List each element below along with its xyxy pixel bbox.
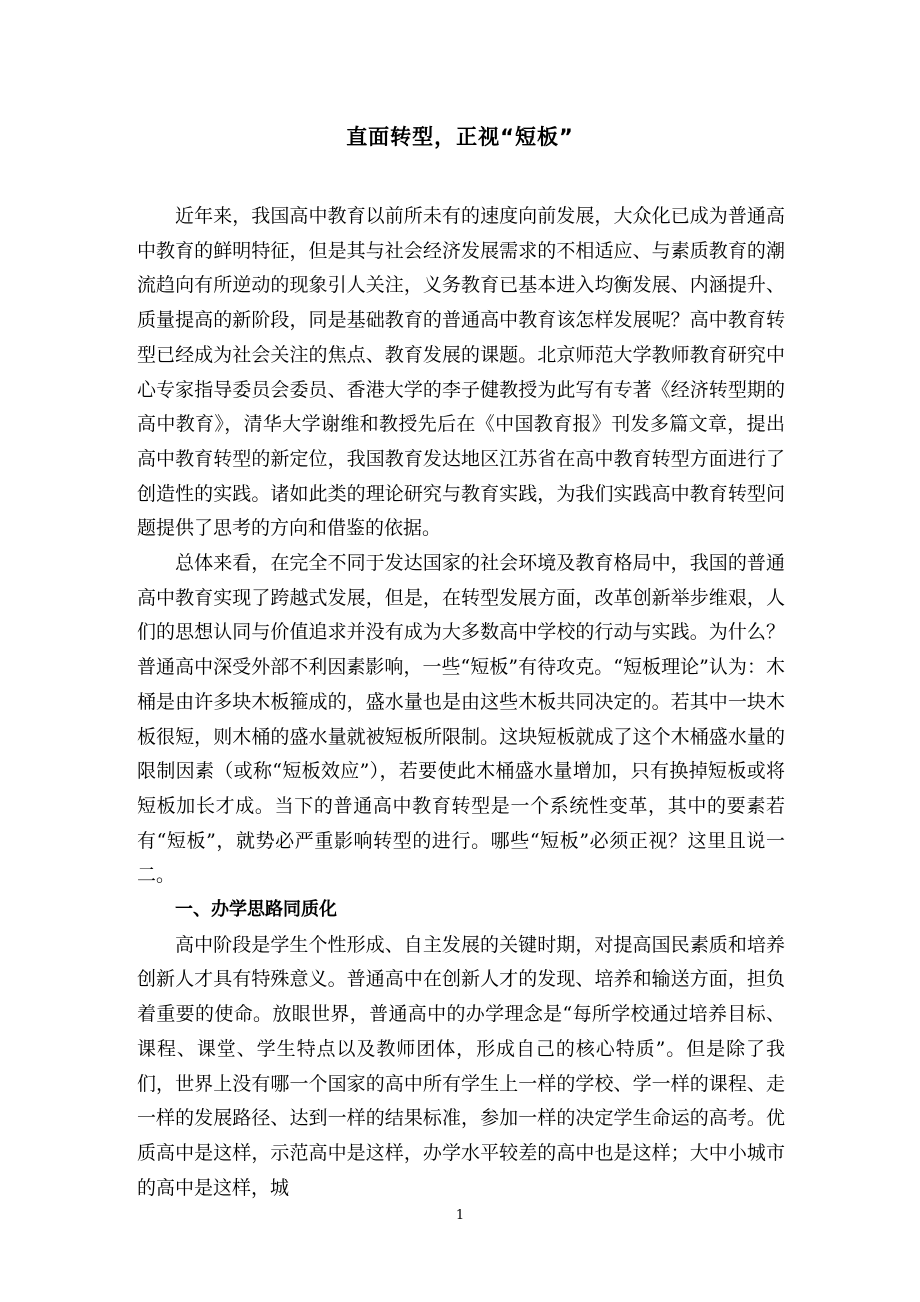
document-title: 直面转型，正视“短板” (346, 125, 574, 149)
section-heading-1: 一、办学思路同质化 (175, 899, 337, 921)
paragraph-section-1: 高中阶段是学生个性形成、自主发展的关键时期，对提高国民素质和培养创新人才具有特殊意义。普通高中在创新人才的发现、培养和输送方面，担负着重要的使命。放眼世界，普通高中的办学理念是“每所学校通过培养目标、课程、课堂、学生特点以及教师团体，形成自己的核心特质”。但是除了我们，世界上没有哪一个国家的高中所有学生上一样的学校、学一样的课程、走一样的发展路径、达到一样的结果标准，参加一样的决定学生命运的高考。优质高中是这样，示范高中是这样，办学水平较差的高中也是这样；大中小城市的高中是这样，城 (137, 933, 785, 1199)
document-body (137, 199, 785, 1205)
page-number: 1 (455, 1208, 465, 1223)
paragraph-overview: 总体来看，在完全不同于发达国家的社会环境及教育格局中，我国的普通高中教育实现了跨越式发展，但是，在转型发展方面，改革创新举步维艰，人们的思想认同与价值追求并没有成为大多数高中学校的行动与实践。为什么？普通高中深受外部不利因素影响，一些“短板”有待攻克。“短板理论”认为：木桶是由许多块木板箍成的，盛水量也是由这些木板共同决定的。若其中一块木板很短，则木桶的盛水量就被短板所限制。这块短板就成了这个木桶盛水量的限制因素（或称“短板效应”），若要使此木桶盛水量增加，只有换掉短板或将短板加长才成。当下的普通高中教育转型是一个系统性变革，其中的要素若有“短板”，就势必严重影响转型的进行。哪些“短板”必须正视？这里且说一二。 (137, 552, 785, 887)
paragraph-intro: 近年来，我国高中教育以前所未有的速度向前发展，大众化已成为普通高中教育的鲜明特征，但是其与社会经济发展需求的不相适应、与素质教育的潮流趋向有所逆动的现象引人关注，义务教育已基本进入均衡发展、内涵提升、质量提高的新阶段，同是基础教育的普通高中教育该怎样发展呢？高中教育转型已经成为社会关注的焦点、教育发展的课题。北京师范大学教师教育研究中心专家指导委员会委员、香港大学的李子健教授为此写有专著《经济转型期的高中教育》，清华大学谢维和教授先后在《中国教育报》刊发多篇文章，提出高中教育转型的新定位，我国教育发达地区江苏省在高中教育转型方面进行了创造性的实践。诸如此类的理论研究与教育实践，为我们实践高中教育转型问题提供了思考的方向和借鉴的依据。 (137, 205, 785, 540)
